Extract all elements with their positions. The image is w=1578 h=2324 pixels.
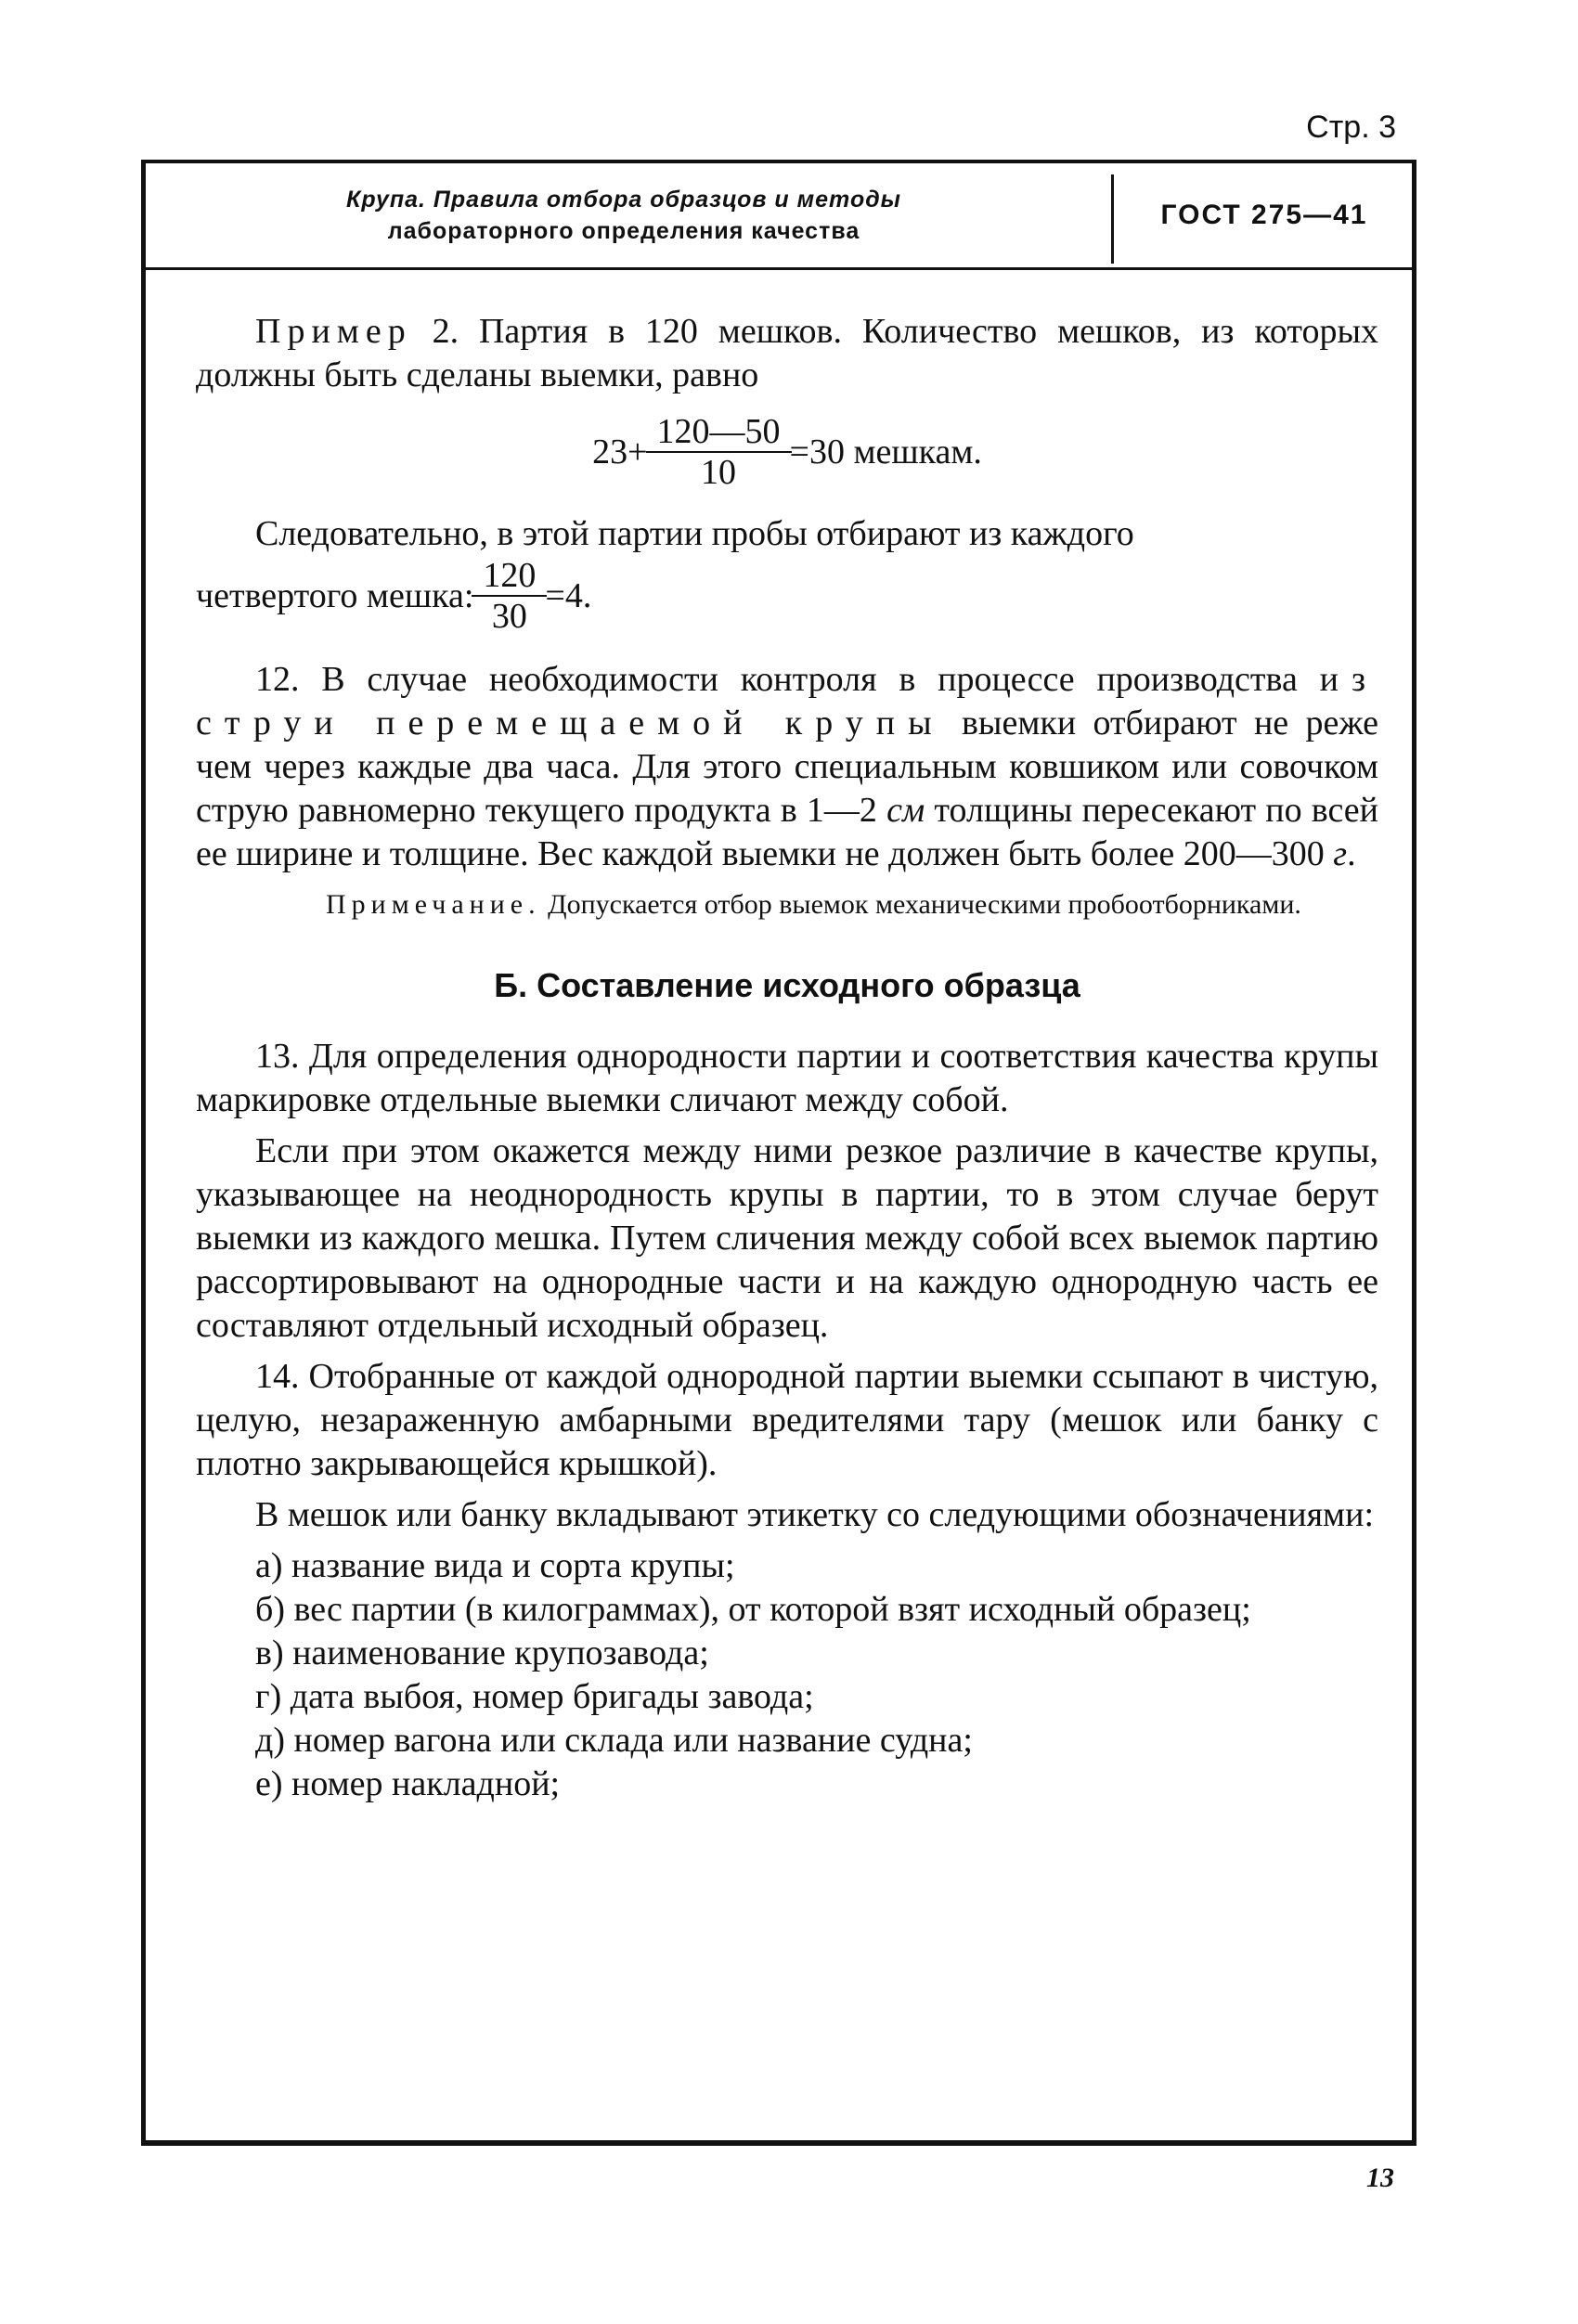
formula-suffix: =30 мешкам. xyxy=(789,432,982,471)
item-12-text-d: толщины пересекают по всей ее ширине и толщине. Вес каждой выемки не должен быть более 200—300 xyxy=(196,791,1378,873)
document-body xyxy=(196,310,1378,1806)
document-title xyxy=(146,163,1102,267)
label-paragraph: В мешок или банку вкладывают этикетку со следующими обозначениями: xyxy=(255,1495,1374,1534)
note-text: Допускается отбор выемок механическими пробоотборниками. xyxy=(540,889,1301,920)
list-item: а) название вида и сорта крупы; xyxy=(255,1546,735,1585)
title-line-1: Крупа. Правила отбора образцов и методы xyxy=(345,187,902,213)
item-14-paragraph: 14. Отобранные от каждой однородной партии выемки ссыпают в чистую, целую, незараженную амбарными вредителями тару (мешок или банку с плотно закрывающейся крышкой). xyxy=(196,1357,1378,1483)
list-item: б) вес партии (в килограммах), от которой взят исходный образец; xyxy=(255,1590,1251,1629)
note-paragraph xyxy=(196,887,1378,923)
section-b-title: Б. Составление исходного образца xyxy=(494,966,1080,1004)
formula-prefix: 23+ xyxy=(592,432,648,471)
item-13-paragraph: 13. Для определения однородности партии и соответствия качества крупы маркировке отдельные выемки сличают между собой. xyxy=(196,1037,1378,1119)
formula-every-fourth xyxy=(196,556,1378,636)
conclusion-denominator: 30 xyxy=(472,595,547,636)
formula-fraction xyxy=(652,412,786,492)
conclusion-fraction xyxy=(477,556,541,636)
item-12-emphasis: из струи перемещаемой крупы xyxy=(196,660,1378,742)
conclusion-paragraph: Следовательно, в этой партии пробы отбирают из каждого xyxy=(255,514,1134,553)
formula-numerator: 120—50 xyxy=(656,412,781,451)
list-item: е) номер накладной; xyxy=(255,1764,561,1803)
document-header xyxy=(146,163,1412,270)
item-12-text-c: выемки отбирают не реже чем через каждые два часа. Для этого специальным ковшиком или совочком струю равномерно текущего продукта в 1—2 xyxy=(196,704,1378,830)
formula-denominator: 10 xyxy=(646,451,792,492)
list-item: д) номер вагона или склада или название судна; xyxy=(255,1721,973,1760)
frame-bottom-rule xyxy=(141,2140,1416,2146)
example-text: 2. Партия в 120 мешков. Количество мешков, из которых должны быть сделаны выемки, равно xyxy=(196,312,1378,394)
example-label: Пример xyxy=(255,312,412,351)
list-item: г) дата выбоя, номер бригады завода; xyxy=(255,1677,814,1716)
item-12-text-a: 12. В случае необходимости контроля в процессе производства xyxy=(255,660,1320,699)
conclusion-numerator: 120 xyxy=(483,556,537,595)
unit-g: г xyxy=(1333,834,1348,873)
conclusion-prefix: четвертого мешка: xyxy=(196,575,474,615)
item-12-text-e: . xyxy=(1347,834,1356,873)
list-item: в) наименование крупозавода; xyxy=(255,1633,709,1672)
heterogeneity-paragraph: Если при этом окажется между ними резкое различие в качестве крупы, указывающее на неоднородность крупы в партии, то в этом случае берут выемки из каждого мешка. Путем сличения между собой всех выемок партию рассортировывают на однородные части и на каждую однородную часть ее составляют отдельный исходный образец. xyxy=(196,1131,1378,1345)
unit-cm: см xyxy=(886,791,925,830)
title-line-2: лабораторного определения качества xyxy=(387,218,860,244)
header-divider xyxy=(1111,174,1114,264)
item-12-paragraph xyxy=(196,658,1378,876)
note-label: Примечание. xyxy=(326,889,541,920)
formula-bags xyxy=(196,412,1378,492)
standard-number: ГОСТ 275—41 xyxy=(1160,200,1368,230)
page-label: Стр. 3 xyxy=(1306,110,1396,145)
conclusion-suffix: =4. xyxy=(545,575,592,615)
page-frame xyxy=(141,160,1416,2144)
example-paragraph xyxy=(196,310,1378,397)
footer-page-number: 13 xyxy=(1366,2163,1394,2193)
